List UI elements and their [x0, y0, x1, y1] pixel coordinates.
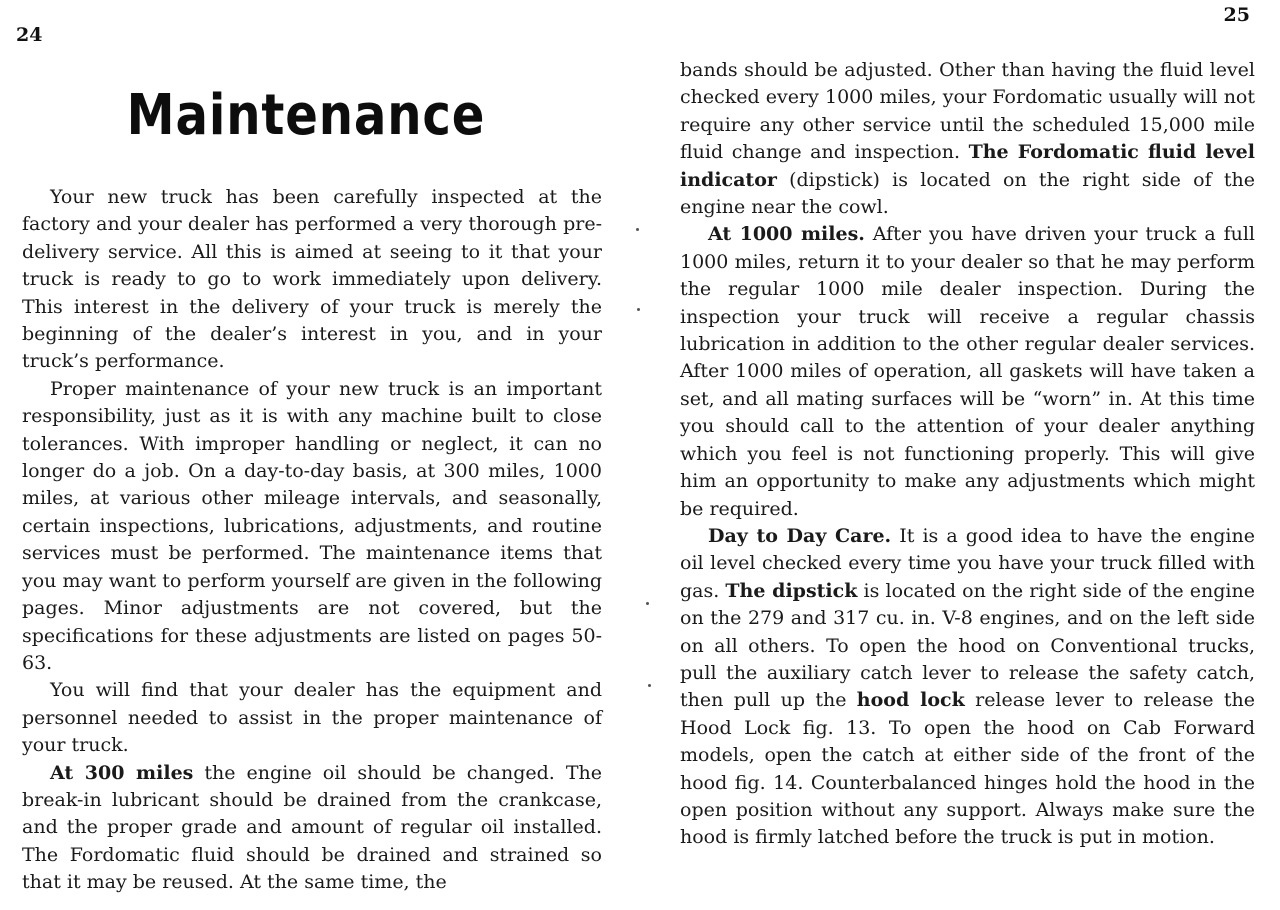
text-1000-miles: After you have driven your truck a full 1000 miles, return it to your dealer so that he may perform the regular 1000 mile dealer inspection. During the inspection your truck will receive a regular chassis lubrication in addition to the other regular dealer services. After 1000 miles of operation, all gaskets will have taken a set, and all mating surfaces will be “worn” in. At this time you should call to the attention of your dealer anything which you feel is not functioning properly. This will give him an opportunity to make any adjustments which might be required. — [680, 223, 1256, 520]
paragraph-300-miles — [22, 760, 602, 897]
page-title: Maintenance — [126, 83, 486, 148]
print-speck — [646, 602, 649, 605]
paragraph-dealer-equipment: You will find that your dealer has the equipment and personnel needed to assist in the proper maintenance of your truck. — [22, 679, 602, 757]
left-column — [22, 184, 602, 897]
text-300-miles: the engine oil should be changed. The break-in lubricant should be drained from the crankcase, and the proper grade and amount of regular oil installed. The Fordomatic fluid should be drained and strained so that it may be reused. At the same time, the — [22, 761, 602, 894]
print-speck — [636, 228, 639, 231]
lead-1000-miles: At 1000 miles. — [708, 223, 865, 246]
paragraph-1000-miles — [680, 221, 1255, 522]
paragraph-intro: Your new truck has been carefully inspected at the factory and your dealer has performed a very thorough pre-delivery service. All this is aimed at seeing to it that your truck is ready to go to work immediately upon delivery. This interest in the delivery of your truck is merely the beginning of the dealer’s interest in you, and in your truck’s performance. — [22, 186, 602, 373]
text-day-care-a: It is a good idea to have the engine oil level checked every time you have your truck filled with gas. — [680, 524, 1255, 602]
text-day-care-e: release lever to release the Hood Lock fig. 13. To open the hood on Cab Forward models, open the catch at either side of the front of the hood fig. 14. Counterbalanced hinges hold the hood in the open position without any support. Always make sure the hood is firmly latched before the truck is put in motion. — [680, 689, 1255, 849]
print-speck — [648, 684, 651, 687]
paragraph-day-to-day-care — [680, 523, 1255, 852]
emphasis-hood-lock: hood lock — [856, 689, 965, 712]
lead-300-miles: At 300 miles — [50, 761, 194, 784]
right-page — [640, 0, 1280, 910]
page-number-right: 25 — [1223, 4, 1250, 26]
emphasis-dipstick: The dipstick — [725, 579, 858, 602]
emphasis-fluid-level-indicator: The Fordomatic fluid level indicator — [680, 141, 1255, 191]
text-bands-c: (dipstick) is located on the right side of the engine near the cowl. — [680, 168, 1255, 219]
print-speck — [637, 308, 640, 311]
page-number-left: 24 — [16, 24, 43, 46]
paragraph-proper-maintenance: Proper maintenance of your new truck is an important responsibility, just as it is with any machine built to close tolerances. With improper handling or neglect, it can no longer do a job. On a day-to-day basis, at 300 miles, 1000 miles, at various other mileage intervals, and seasonally, certain inspections, lubrications, adjustments, and routine services must be performed. The maintenance items that you may want to perform yourself are given in the following pages. Minor adjustments are not covered, but the specifications for these adjustments are listed on pages 50-63. — [22, 377, 602, 674]
text-bands-a: bands should be adjusted. Other than having the fluid level checked every 1000 miles, your Fordomatic usually will not require any other service until the scheduled 15,000 mile fluid change and inspection. — [680, 59, 1255, 164]
lead-day-to-day-care: Day to Day Care. — [708, 524, 892, 547]
right-column — [680, 57, 1255, 852]
paragraph-bands-continued — [680, 57, 1255, 221]
text-day-care-c: is located on the right side of the engine on the 279 and 317 cu. in. V-8 engines, and on the left side on all others. To open the hood on Conventional trucks, pull the auxiliary catch lever to release the safety catch, then pull up the — [680, 579, 1255, 712]
